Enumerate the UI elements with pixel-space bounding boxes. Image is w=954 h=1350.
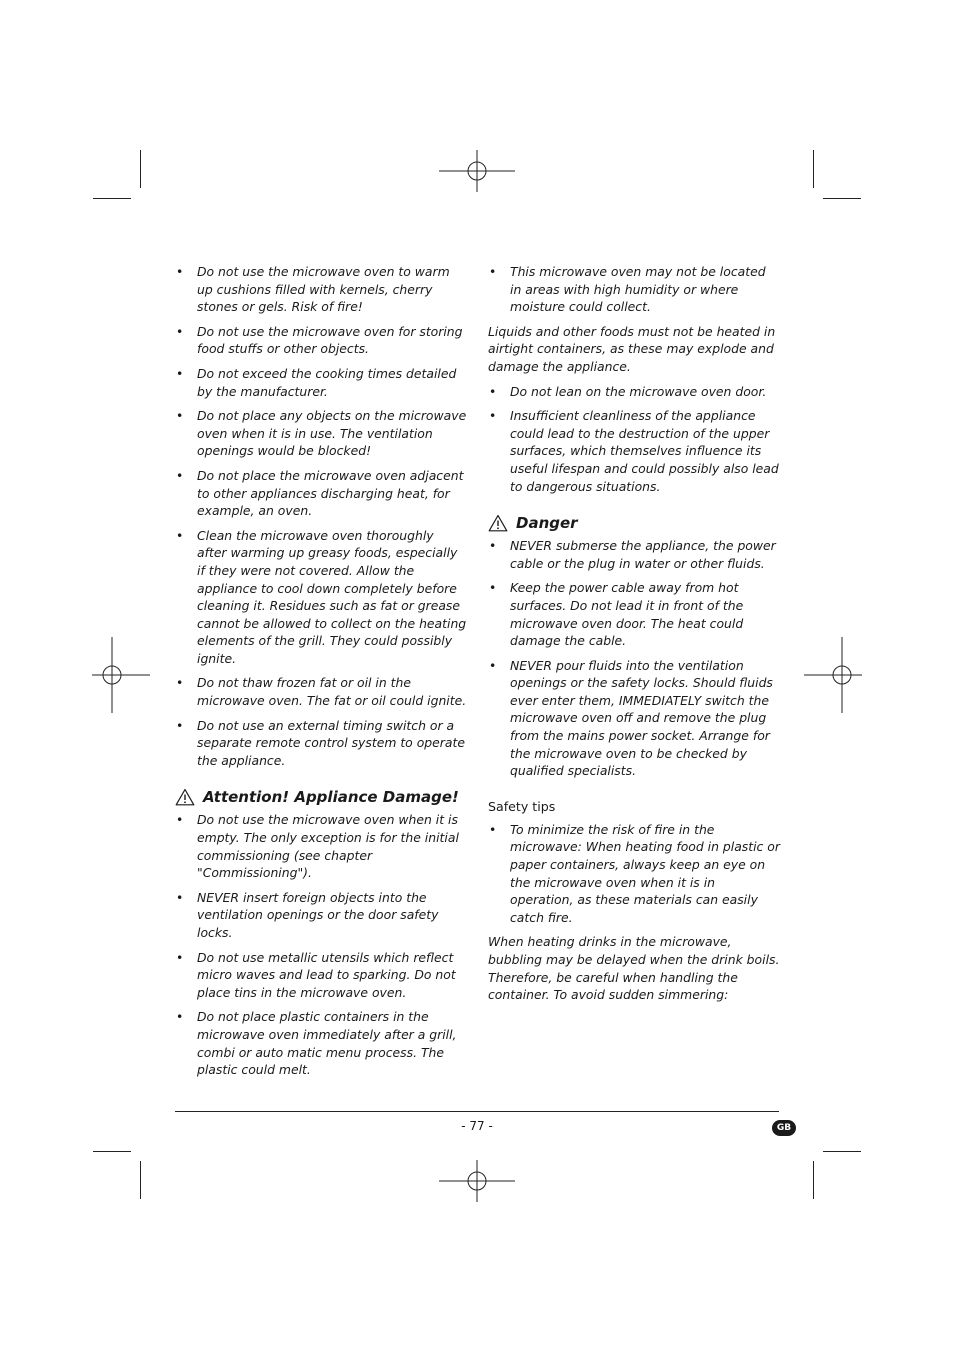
list-item: • NEVER submerse the appliance, the power cable or the plug in water or other fluids. bbox=[488, 537, 780, 572]
safety-tips-list bbox=[488, 821, 780, 927]
right-column bbox=[488, 263, 780, 1011]
crop-mark bbox=[813, 150, 814, 188]
registration-mark-icon bbox=[804, 637, 880, 713]
warning-triangle-icon bbox=[175, 788, 195, 806]
crop-mark bbox=[93, 198, 131, 199]
list-item: • Do not use the microwave oven to warm up cushions filled with kernels, cherry stones or gels. Risk of fire! bbox=[175, 263, 467, 316]
registration-mark-icon bbox=[439, 1143, 515, 1219]
list-item: • NEVER insert foreign objects into the ventilation openings or the door safety locks. bbox=[175, 889, 467, 942]
cleanliness-list bbox=[488, 383, 780, 496]
safety-tips-heading: Safety tips bbox=[488, 798, 556, 814]
list-item: • Do not place any objects on the microwave oven when it is in use. The ventilation openings would be blocked! bbox=[175, 407, 467, 460]
location-list bbox=[488, 263, 780, 316]
list-item: • Do not thaw frozen fat or oil in the microwave oven. The fat or oil could ignite. bbox=[175, 674, 467, 709]
drinks-paragraph: When heating drinks in the microwave, bubbling may be delayed when the drink boils. Therefore, be careful when handling the container. To avoid sudden simmering: bbox=[488, 934, 780, 1003]
list-item: • To minimize the risk of fire in the microwave: When heating food in plastic or paper containers, always keep an eye on the microwave oven when it is in operation, as these materials can easily catch fire. bbox=[488, 821, 780, 927]
list-item: • Do not place the microwave oven adjacent to other appliances discharging heat, for example, an oven. bbox=[175, 467, 467, 520]
crop-mark bbox=[93, 1151, 131, 1152]
left-column bbox=[175, 263, 467, 1086]
airtight-paragraph: Liquids and other foods must not be heated in airtight containers, as these may explode and damage the appliance. bbox=[488, 323, 776, 374]
crop-mark bbox=[140, 1161, 141, 1199]
list-item: • Insufficient cleanliness of the appliance could lead to the destruction of the upper surfaces, which themselves influence its useful lifespan and could possibly also lead to dangerous situations. bbox=[488, 407, 780, 495]
list-item: • Do not use the microwave oven when it is empty. The only exception is for the initial commissioning (see chapter "Commissioning"). bbox=[175, 811, 467, 881]
attention-heading bbox=[175, 787, 467, 807]
list-item: • NEVER pour fluids into the ventilation openings or the safety locks. Should fluids ever enter them, IMMEDIATELY switch the microwave oven off and remove the plug from the mains power socket. Arrange for the microwave oven to be checked by qualified specialists. bbox=[488, 657, 780, 780]
crop-mark bbox=[823, 198, 861, 199]
list-item: • Keep the power cable away from hot surfaces. Do not lead it in front of the microwave oven door. The heat could damage the cable. bbox=[488, 579, 780, 649]
list-item: • Do not use the microwave oven for storing food stuffs or other objects. bbox=[175, 323, 467, 358]
list-item: • This microwave oven may not be located in areas with high humidity or where moisture could collect. bbox=[488, 263, 780, 316]
list-item: • Do not use metallic utensils which reflect micro waves and lead to sparking. Do not place tins in the microwave oven. bbox=[175, 949, 467, 1002]
crop-mark bbox=[813, 1161, 814, 1199]
list-item: • Do not lean on the microwave oven door. bbox=[488, 383, 780, 401]
footer-divider bbox=[175, 1111, 779, 1112]
safety-list bbox=[175, 263, 467, 769]
language-badge: GB bbox=[772, 1120, 796, 1136]
crop-mark bbox=[140, 150, 141, 188]
crop-mark bbox=[823, 1151, 861, 1152]
registration-mark-icon bbox=[439, 133, 515, 209]
attention-heading-text: Attention! Appliance Damage! bbox=[203, 788, 459, 807]
danger-heading bbox=[488, 513, 780, 533]
registration-mark-icon bbox=[74, 637, 150, 713]
list-item: • Do not use an external timing switch or a separate remote control system to operate the appliance. bbox=[175, 717, 467, 770]
page-number: - 77 - bbox=[461, 1119, 493, 1133]
warning-triangle-icon bbox=[488, 514, 508, 532]
danger-heading-text: Danger bbox=[516, 514, 578, 533]
danger-list bbox=[488, 537, 780, 780]
list-item: • Do not place plastic containers in the microwave oven immediately after a grill, combi or auto matic menu process. The plastic could melt. bbox=[175, 1008, 467, 1078]
attention-list bbox=[175, 811, 467, 1078]
list-item: • Do not exceed the cooking times detailed by the manufacturer. bbox=[175, 365, 467, 400]
list-item: • Clean the microwave oven thoroughly after warming up greasy foods, especially if they were not covered. Allow the appliance to cool down completely before cleaning it. Residues such as fat or grease cannot be allowed to collect on the heating elements of the grill. They could possibly ignite. bbox=[175, 527, 467, 668]
